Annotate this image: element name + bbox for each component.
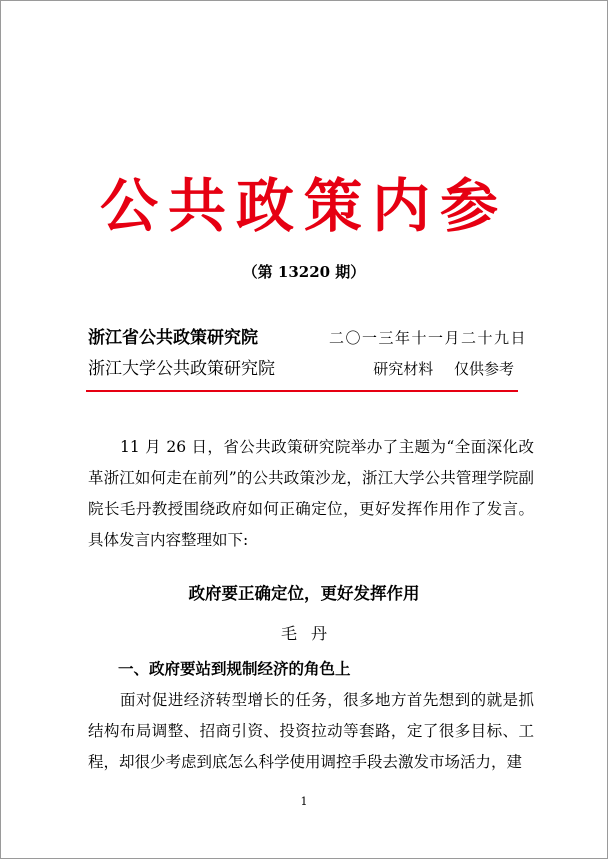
body-paragraph: 面对促进经济转型增长的任务，很多地方首先想到的就是抓结构布局调整、招商引资、投资拉动等套路，定了很多目标、工程，却很少考虑到底怎么科学使用调控手段去激发市场活力，建	[88, 691, 534, 771]
issue-number: （第 13220 期）	[242, 263, 366, 281]
article-author: 毛丹	[280, 624, 341, 643]
header-divider	[86, 390, 518, 392]
publisher-org-primary: 浙江省公共政策研究院	[88, 328, 258, 348]
publisher-row-primary	[88, 326, 527, 350]
page-number: 1	[300, 795, 308, 808]
publisher-org-secondary: 浙江大学公共政策研究院	[88, 359, 275, 379]
publication-title: 公共政策内参	[99, 172, 508, 240]
intro-paragraph: 11 月 26 日，省公共政策研究院举办了主题为“全面深化改革浙江如何走在前列”的公共政策沙龙，浙江大学公共管理学院副院长毛丹教授围绕政府如何正确定位，更好发挥作用作了发言。具体发言内容整理如下:	[88, 438, 534, 549]
publisher-row-secondary	[88, 357, 527, 381]
article-title: 政府要正确定位，更好发挥作用	[188, 584, 420, 603]
reference-note: 研究材料 仅供参考	[373, 360, 514, 378]
publication-date: 二〇一三年十一月二十九日	[328, 329, 527, 347]
section-heading: 一、政府要站到规制经济的角色上	[118, 660, 351, 678]
